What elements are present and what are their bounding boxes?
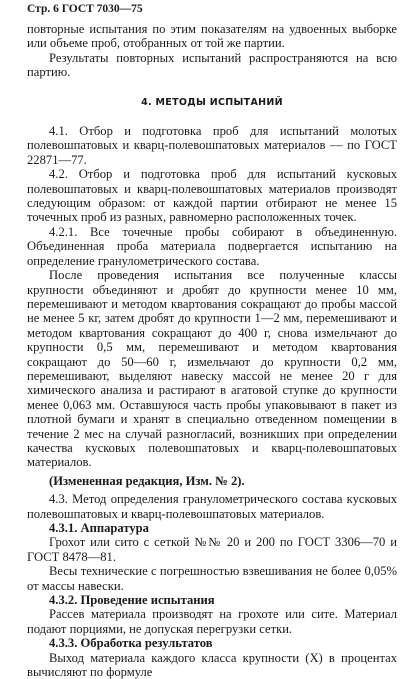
paragraph-sieve: Грохот или сито с сеткой №№ 20 и 200 по ГОСТ 3306—70 и ГОСТ 8478—81. (27, 535, 397, 564)
paragraph-4-1: 4.1. Отбор и подготовка проб для испытаний молотых полевошпатовых и кварц-полевошпатовых материалов — по ГОСТ 22871—77. (27, 124, 397, 167)
paragraph-4-3: 4.3. Метод определения гранулометрического состава кусковых полевошпатовых и кварц-полевошпатовых материалов. (27, 492, 397, 521)
subheading-results: 4.3.3. Обработка результатов (49, 636, 213, 651)
paragraph-4-2-1: 4.2.1. Все точечные пробы собирают в объединенную. Объединенная проба материала подвергается испытанию на определение гранулометрического состава. (27, 224, 397, 268)
amendment-note: (Измененная редакция, Изм. № 2). (49, 473, 245, 488)
page-header: Стр. 6 ГОСТ 7030—75 (27, 3, 143, 15)
section-title: 4. МЕТОДЫ ИСПЫТАНИЙ (141, 96, 283, 108)
paragraph-scales: Весы технические с погрешностью взвешивания не более 0,05% от массы навески. (27, 564, 397, 593)
paragraph-results: Результаты повторных испытаний распространяются на всю партию. (27, 50, 397, 80)
document-body (27, 22, 397, 679)
paragraph-4-2: 4.2. Отбор и подготовка проб для испытаний кусковых полевошпатовых и кварц-полевошпатовых материалов производят следующим образом: от каждой партии отбирают не менее 15 точечных проб из разных, равномерно расположенных точек. (27, 167, 397, 225)
paragraph-sieving: Рассев материала производят на грохоте или сите. Материал подают порциями, не допуская перегрузки сетки. (27, 607, 397, 636)
subheading-procedure: 4.3.2. Проведение испытания (49, 593, 215, 608)
paragraph-procedure: После проведения испытания все полученные классы крупности объединяют и дробят до крупности менее 10 мм, перемешивают и методом квартования сокращают до пробы массой не менее 5 кг, затем дробят до крупности 1—2 мм, перемешивают и методом квартования сокращают до 400 г, снова измельчают до крупности 0,5 мм, перемешивают и методом квартования сокращают до 50—60 г, измельчают до крупности 0,2 мм, перемешивают, выделяют навеску массой не менее 20 г для химического анализа и растирают в агатовой ступке до крупности менее 0,063 мм. Оставшуюся часть пробы упаковывают в пакет из плотной бумаги и хранят в специально отведенном помещении в течение 2 мес на случай разногласий, возникших при определении качества кусковых полевошпатовых и кварц-полевошпатовых материалов. (27, 268, 397, 470)
subheading-apparatus: 4.3.1. Аппаратура (49, 521, 149, 535)
paragraph-formula-intro: Выход материала каждого класса крупности (X) в процентах вычисляют по формуле (27, 650, 397, 679)
paragraph-continuation: повторные испытания по этим показателям на удвоенных выборке или объеме проб, отобранных от той же партии. (27, 22, 397, 51)
